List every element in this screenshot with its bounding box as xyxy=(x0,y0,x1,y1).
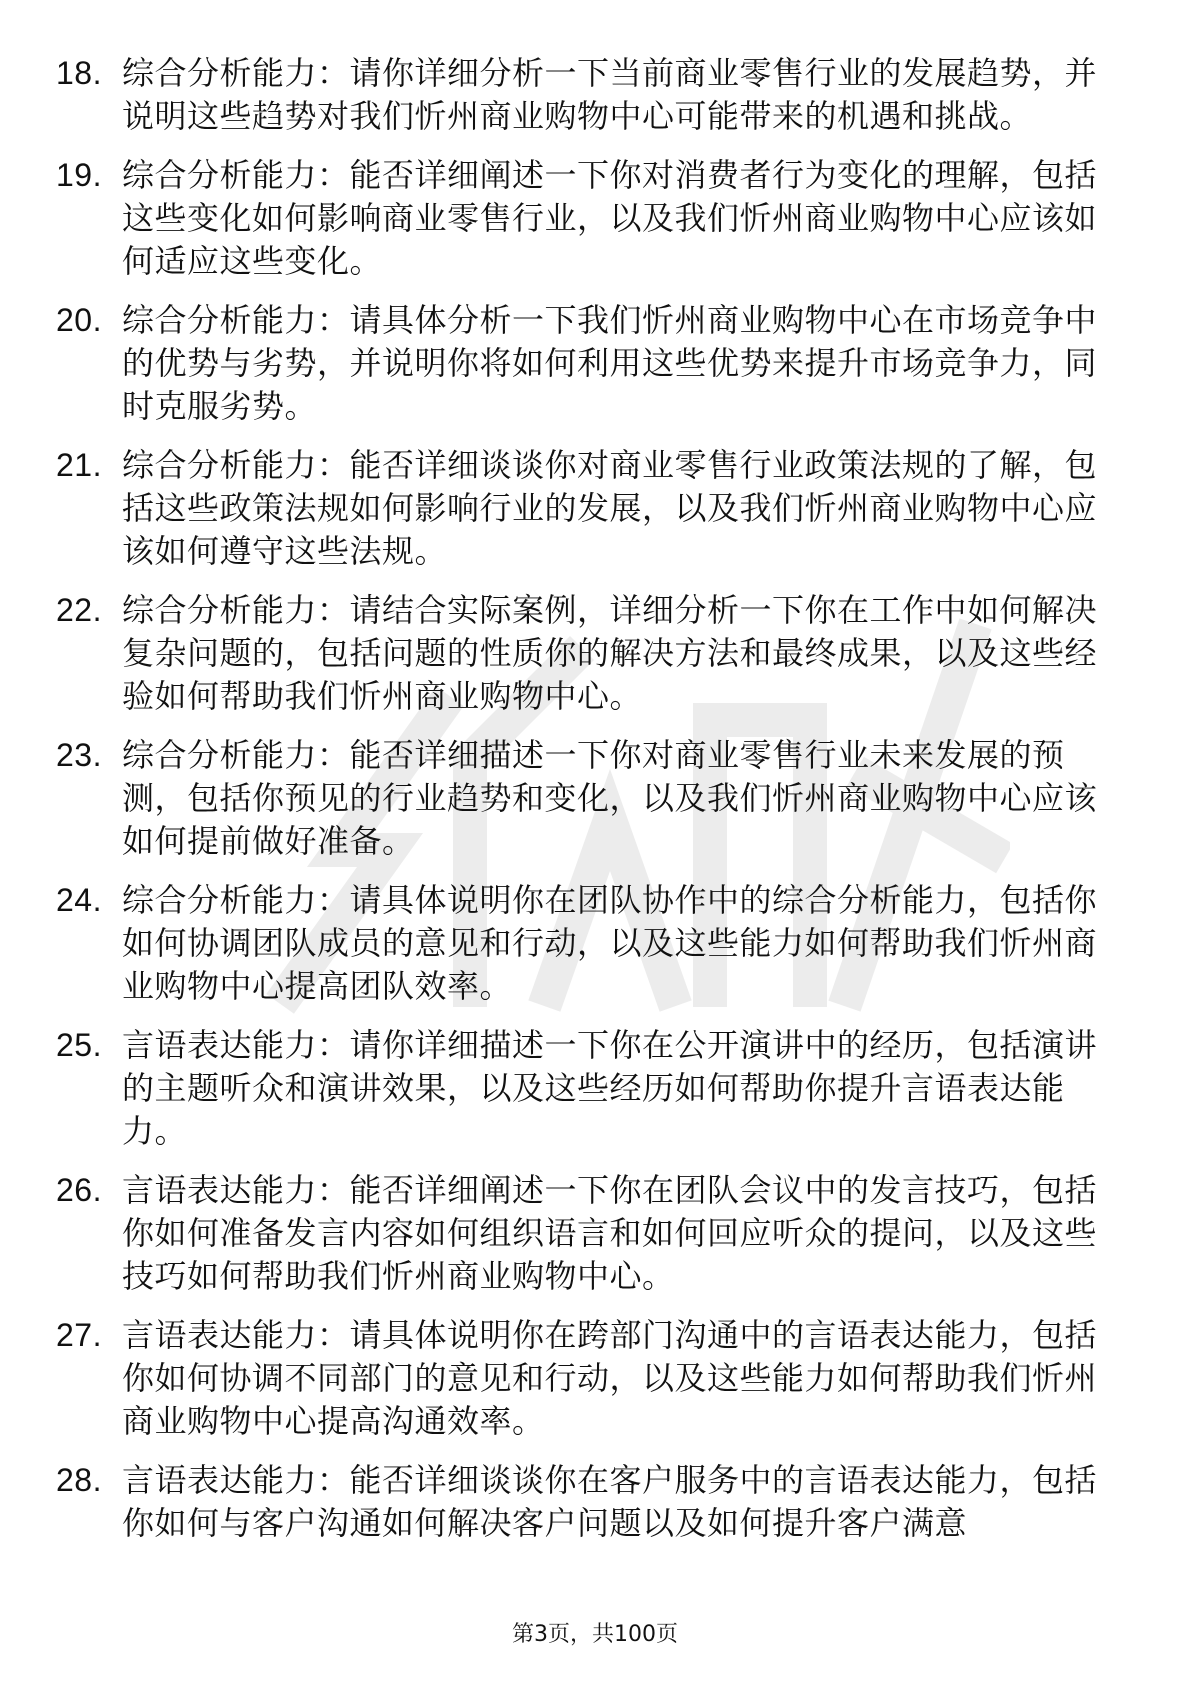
question-number: 18. xyxy=(56,55,102,91)
question-item-19 xyxy=(56,154,1126,283)
question-text: 综合分析能力：请具体分析一下我们忻州商业购物中心在市场竞争中的优势与劣势，并说明你将如何利用这些优势来提升市场竞争力，同时克服劣势。 xyxy=(122,301,1098,425)
question-item-22 xyxy=(56,589,1126,718)
question-text: 综合分析能力：请结合实际案例，详细分析一下你在工作中如何解决复杂问题的，包括问题的性质你的解决方法和最终成果，以及这些经验如何帮助我们忻州商业购物中心。 xyxy=(122,591,1098,715)
question-text: 综合分析能力：请具体说明你在团队协作中的综合分析能力，包括你如何协调团队成员的意见和行动，以及这些能力如何帮助我们忻州商业购物中心提高团队效率。 xyxy=(122,881,1098,1005)
question-text: 综合分析能力：能否详细阐述一下你对消费者行为变化的理解，包括这些变化如何影响商业零售行业，以及我们忻州商业购物中心应该如何适应这些变化。 xyxy=(122,156,1098,280)
question-list xyxy=(56,52,1126,1561)
question-item-25 xyxy=(56,1024,1126,1153)
question-number: 20. xyxy=(56,302,102,338)
question-item-18 xyxy=(56,52,1126,138)
question-text: 言语表达能力：能否详细谈谈你在客户服务中的言语表达能力，包括你如何与客户沟通如何解决客户问题以及如何提升客户满意 xyxy=(122,1461,1098,1542)
question-item-20 xyxy=(56,299,1126,428)
question-number: 22. xyxy=(56,592,102,628)
question-number: 23. xyxy=(56,737,102,773)
question-text: 综合分析能力：请你详细分析一下当前商业零售行业的发展趋势，并说明这些趋势对我们忻州商业购物中心可能带来的机遇和挑战。 xyxy=(122,54,1098,135)
question-text: 综合分析能力：能否详细谈谈你对商业零售行业政策法规的了解，包括这些政策法规如何影响行业的发展，以及我们忻州商业购物中心应该如何遵守这些法规。 xyxy=(122,446,1098,570)
question-number: 21. xyxy=(56,447,102,483)
question-number: 28. xyxy=(56,1462,102,1498)
question-item-24 xyxy=(56,879,1126,1008)
question-item-28 xyxy=(56,1459,1126,1545)
question-number: 19. xyxy=(56,157,102,193)
question-text: 综合分析能力：能否详细描述一下你对商业零售行业未来发展的预测，包括你预见的行业趋势和变化，以及我们忻州商业购物中心应该如何提前做好准备。 xyxy=(122,736,1098,860)
question-number: 26. xyxy=(56,1172,102,1208)
question-text: 言语表达能力：请具体说明你在跨部门沟通中的言语表达能力，包括你如何协调不同部门的意见和行动，以及这些能力如何帮助我们忻州商业购物中心提高沟通效率。 xyxy=(122,1316,1098,1440)
question-item-26 xyxy=(56,1169,1126,1298)
question-item-23 xyxy=(56,734,1126,863)
question-text: 言语表达能力：能否详细阐述一下你在团队会议中的发言技巧，包括你如何准备发言内容如何组织语言和如何回应听众的提问，以及这些技巧如何帮助我们忻州商业购物中心。 xyxy=(122,1171,1098,1295)
question-number: 27. xyxy=(56,1317,102,1353)
question-number: 25. xyxy=(56,1027,102,1063)
question-item-21 xyxy=(56,444,1126,573)
question-item-27 xyxy=(56,1314,1126,1443)
page-footer: 第3页，共100页 xyxy=(512,1622,678,1647)
question-text: 言语表达能力：请你详细描述一下你在公开演讲中的经历，包括演讲的主题听众和演讲效果，以及这些经历如何帮助你提升言语表达能力。 xyxy=(122,1026,1098,1150)
question-number: 24. xyxy=(56,882,102,918)
